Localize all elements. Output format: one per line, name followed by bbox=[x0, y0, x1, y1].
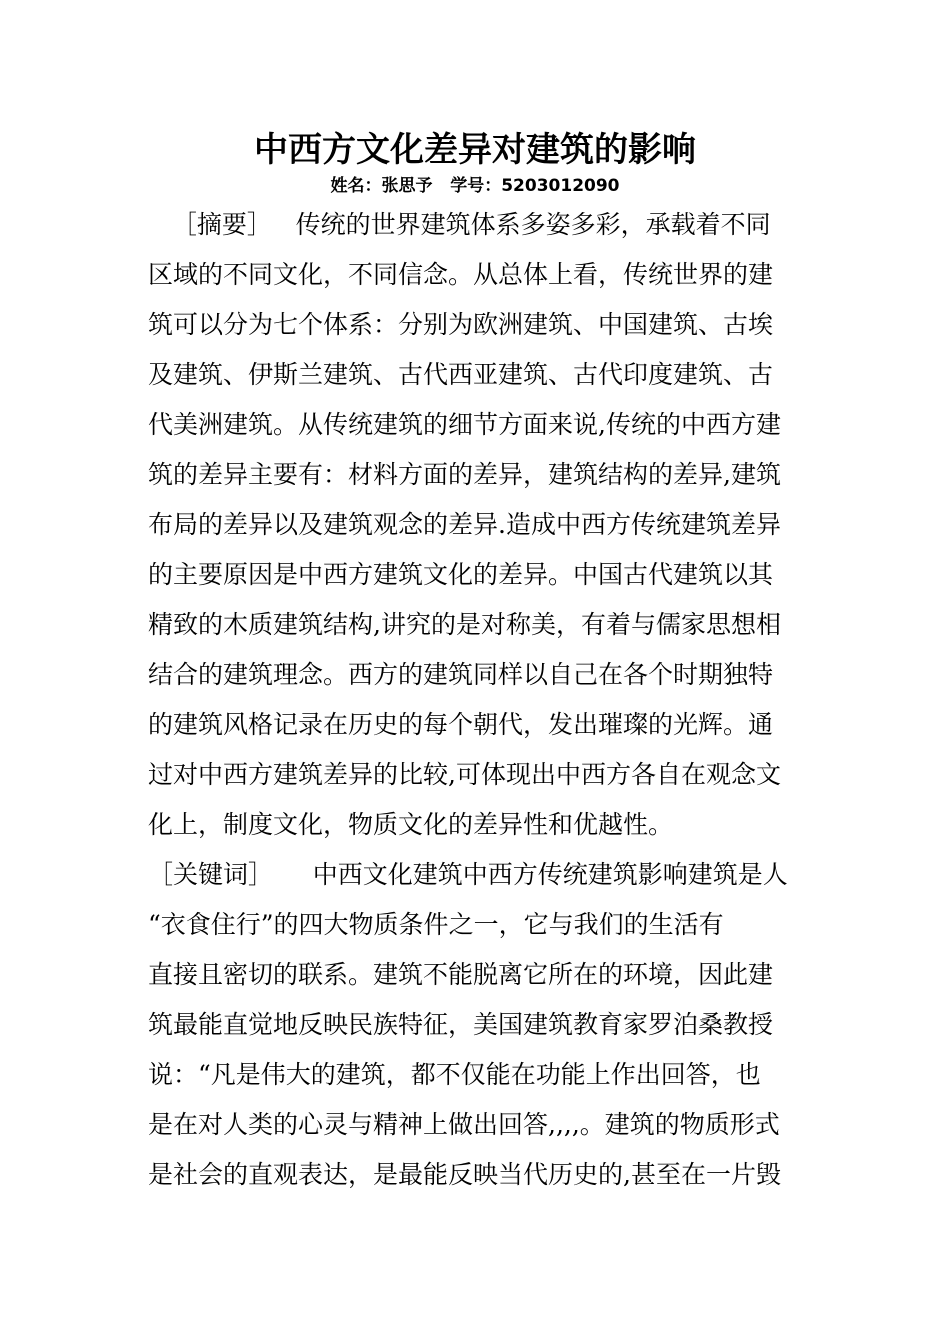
text-line: 及建筑、伊斯兰建筑、古代西亚建筑、古代印度建筑、古 bbox=[148, 360, 774, 389]
text-line: 是社会的直观表达，是最能反映当代历史的,甚至在一片毁 bbox=[148, 1160, 781, 1189]
document-body bbox=[148, 200, 808, 1200]
text-line: 是在对人类的心灵与精神上做出回答,,,,。建筑的物质形式 bbox=[148, 1110, 780, 1139]
text-line: 的建筑风格记录在历史的每个朝代，发出璀璨的光辉。通 bbox=[148, 710, 774, 739]
text-line: 区域的不同文化，不同信念。从总体上看，传统世界的建 bbox=[148, 260, 774, 289]
text-line: 代美洲建筑。从传统建筑的细节方面来说,传统的中西方建 bbox=[148, 410, 781, 439]
author-info: 姓名：张思予 学号：5203012090 bbox=[330, 176, 620, 196]
text-line: 的主要原因是中西方建筑文化的差异。中国古代建筑以其 bbox=[148, 560, 774, 589]
text-line: 布局的差异以及建筑观念的差异.造成中西方传统建筑差异 bbox=[148, 510, 781, 539]
text-line: 说：“凡是伟大的建筑，都不仅能在功能上作出回答，也 bbox=[148, 1060, 761, 1089]
text-line: “衣食住行”的四大物质条件之一，它与我们的生活有 bbox=[148, 910, 724, 939]
text-line: 直接且密切的联系。建筑不能脱离它所在的环境，因此建 bbox=[148, 960, 774, 989]
document-title: 中西方文化差异对建筑的影响 bbox=[254, 130, 696, 170]
text-line: 过对中西方建筑差异的比较,可体现出中西方各自在观念文 bbox=[148, 760, 781, 789]
keywords-line: ［关键词］ 中西文化建筑中西方传统建筑影响建筑是人 bbox=[148, 860, 788, 889]
text-line: ［摘要］ 传统的世界建筑体系多姿多彩，承载着不同 bbox=[148, 210, 771, 239]
text-line: 筑最能直觉地反映民族特征，美国建筑教育家罗泊桑教授 bbox=[148, 1010, 774, 1039]
text-line: 精致的木质建筑结构,讲究的是对称美，有着与儒家思想相 bbox=[148, 610, 781, 639]
text-line: 筑的差异主要有：材料方面的差异，建筑结构的差异,建筑 bbox=[148, 460, 781, 489]
text-line: 筑可以分为七个体系：分别为欧洲建筑、中国建筑、古埃 bbox=[148, 310, 774, 339]
text-line: 化上，制度文化，物质文化的差异性和优越性。 bbox=[148, 810, 674, 839]
text-line: 结合的建筑理念。西方的建筑同样以自己在各个时期独特 bbox=[148, 660, 774, 689]
